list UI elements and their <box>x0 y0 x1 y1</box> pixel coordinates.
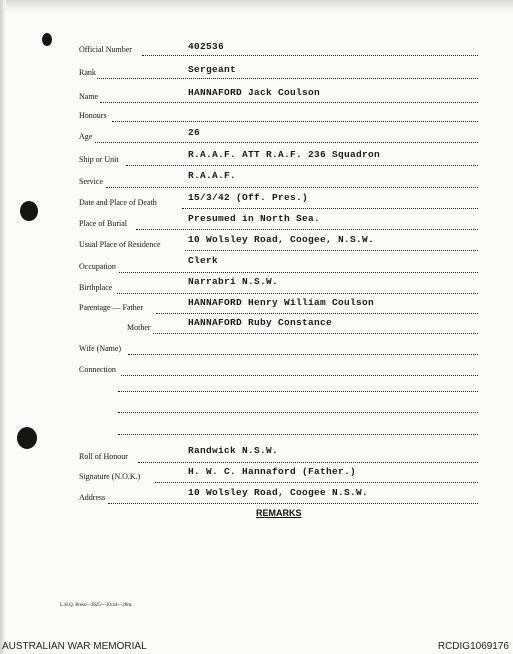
rank-label: Rank <box>79 68 96 77</box>
signature-nok-line <box>155 482 478 483</box>
age-label: Age <box>79 132 93 141</box>
signature-nok-label: Signature (N.O.K.) <box>79 472 141 481</box>
scan-edge-top <box>0 0 513 12</box>
ship-or-unit-label: Ship or Unit <box>79 155 119 164</box>
service-line <box>106 187 478 188</box>
connection-line-1 <box>121 375 478 376</box>
parentage-father-label: Parentage — Father <box>79 303 143 312</box>
date-place-of-death-line <box>182 208 478 209</box>
signature-nok-value: H. W. C. Hannaford (Father.) <box>188 466 357 477</box>
date-place-of-death-value: 15/3/42 (Off. Pres.) <box>188 192 309 203</box>
scan-edge-left <box>0 0 6 654</box>
date-place-of-death-label: Date and Place of Death <box>79 198 157 207</box>
connection-line-4 <box>118 434 478 435</box>
usual-residence-value: 10 Wolsley Road, Coogee, N.S.W. <box>188 234 375 245</box>
ship-or-unit-line <box>126 165 478 166</box>
honours-label: Honours <box>79 111 107 120</box>
place-of-burial-label: Place of Burial <box>79 219 127 228</box>
connection-line-2 <box>118 391 478 392</box>
footer-record-id: RCDIG1069176 <box>437 641 509 652</box>
connection-label: Connection <box>79 365 116 374</box>
printer-note: L.H.Q. Press—1625—10/44—20m. <box>60 603 133 608</box>
wife-label: Wife (Name) <box>79 344 122 353</box>
place-of-burial-line <box>136 229 478 230</box>
parentage-mother-line <box>153 333 478 334</box>
official-number-label: Official Number <box>79 45 132 54</box>
name-value: HANNAFORD Jack Coulson <box>188 87 321 98</box>
place-of-burial-value: Presumed in North Sea. <box>188 213 321 224</box>
birthplace-value: Narrabri N.S.W. <box>188 276 279 287</box>
official-number-line <box>142 55 478 56</box>
address-value: 10 Wolsley Road, Coogee N.S.W. <box>188 487 369 498</box>
name-label: Name <box>79 92 99 101</box>
remarks-heading: REMARKS <box>256 508 302 518</box>
usual-residence-label: Usual Place of Residence <box>79 240 161 249</box>
age-value: 26 <box>188 127 201 138</box>
service-value: R.A.A.F. <box>188 170 237 181</box>
rank-line <box>97 78 478 79</box>
occupation-label: Occupation <box>79 262 116 271</box>
usual-residence-line <box>185 250 478 251</box>
address-line <box>108 503 478 504</box>
ship-or-unit-value: R.A.A.F. ATT R.A.F. 236 Squadron <box>188 149 381 160</box>
birthplace-line <box>117 293 478 294</box>
rank-value: Sergeant <box>188 64 237 75</box>
wife-line <box>128 354 478 355</box>
footer-institution: AUSTRALIAN WAR MEMORIAL <box>2 641 147 652</box>
connection-line-3 <box>118 412 478 413</box>
official-number-value: 402536 <box>188 41 225 52</box>
birthplace-label: Birthplace <box>79 283 113 292</box>
roll-of-honour-value: Randwick N.S.W. <box>188 445 279 456</box>
address-label: Address <box>79 493 106 502</box>
parentage-mother-value: HANNAFORD Ruby Constance <box>188 317 333 328</box>
honours-line <box>112 121 478 122</box>
parentage-father-value: HANNAFORD Henry William Coulson <box>188 297 375 308</box>
service-label: Service <box>79 177 103 186</box>
punch-hole-bottom <box>17 427 37 449</box>
roll-of-honour-line <box>138 462 478 463</box>
age-line <box>95 142 478 143</box>
parentage-mother-label: Mother <box>127 323 151 332</box>
occupation-value: Clerk <box>188 255 219 266</box>
punch-hole-middle <box>20 201 38 221</box>
roll-of-honour-label: Roll of Honour <box>79 452 128 461</box>
occupation-line <box>119 272 478 273</box>
name-line <box>100 102 478 103</box>
parentage-father-line <box>156 313 478 314</box>
punch-hole-top <box>42 33 52 46</box>
